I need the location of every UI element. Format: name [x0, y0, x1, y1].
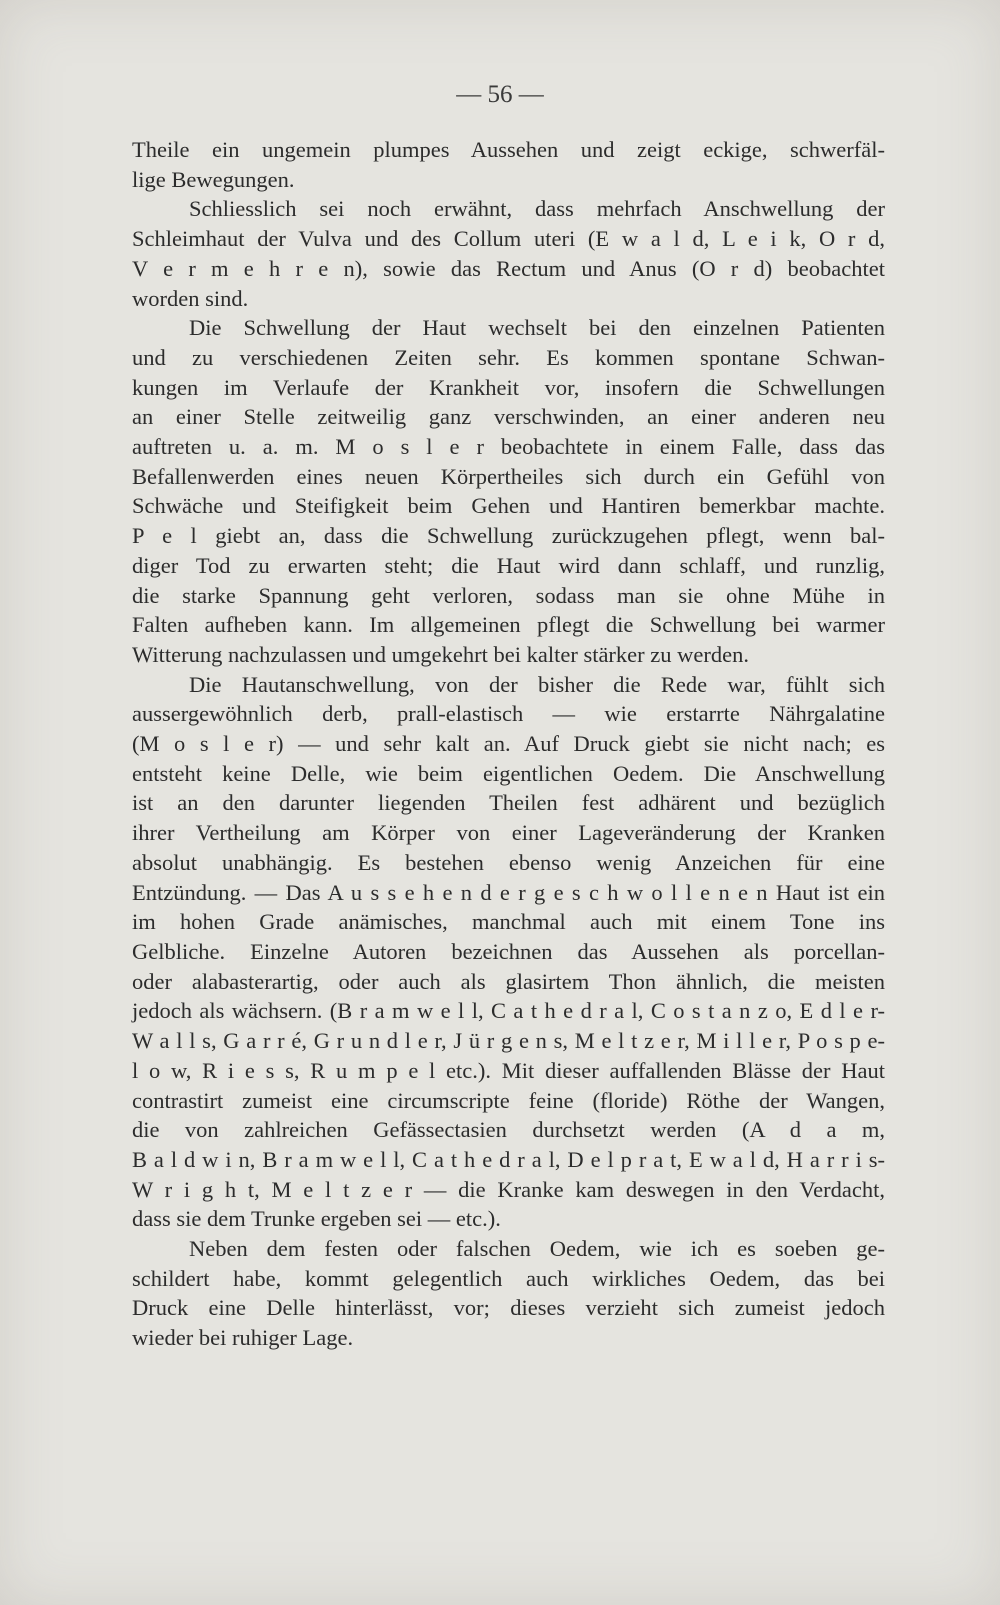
text-line: schildert habe, kommt gelegentlich auch wirkliches Oedem, das bei — [132, 1265, 885, 1291]
text-line: Entzündung. — Das A u s s e h e n d e r g e s c h w o l l e n e n Haut ist ein — [132, 879, 885, 905]
paragraph — [132, 670, 885, 1234]
text-line: absolut unabhängig. Es bestehen ebenso wenig Anzeichen für eine — [132, 849, 885, 875]
text-line: W r i g h t, M e l t z e r — die Kranke kam deswegen in den Verdacht, — [132, 1176, 885, 1202]
page-number: — 56 — — [456, 81, 544, 108]
text-line: entsteht keine Delle, wie beim eigentlichen Oedem. Die Anschwellung — [132, 760, 885, 786]
text-line: aussergewöhnlich derb, prall-elastisch — wie erstarrte Nährgalatine — [132, 701, 885, 727]
text-line: worden sind. — [132, 285, 249, 311]
text-line: Druck eine Delle hinterlässt, vor; dieses verzieht sich zumeist jedoch — [132, 1295, 885, 1321]
text-line: die von zahlreichen Gefässectasien durchsetzt werden (A d a m, — [132, 1117, 885, 1143]
text-line: wieder bei ruhiger Lage. — [132, 1325, 354, 1351]
text-line: Die Schwellung der Haut wechselt bei den einzelnen Patienten — [189, 315, 885, 341]
text-line: an einer Stelle zeitweilig ganz verschwinden, an einer anderen neu — [132, 404, 885, 430]
text-line: contrastirt zumeist eine circumscripte feine (floride) Röthe der Wangen, — [132, 1087, 885, 1113]
text-line: B a l d w i n, B r a m w e l l, C a t h e d r a l, D e l p r a t, E w a l d, H a r r i s- — [132, 1146, 885, 1172]
text-line: Falten aufheben kann. Im allgemeinen pflegt die Schwellung bei warmer — [132, 612, 885, 638]
text-line: auftreten u. a. m. M o s l e r beobachtete in einem Falle, dass das — [132, 434, 885, 460]
text-line: Witterung nachzulassen und umgekehrt bei kalter stärker zu werden. — [132, 641, 749, 667]
text-line: W a l l s, G a r r é, G r u n d l e r, J ü r g e n s, M e l t z e r, M i l l e r, P o s p e- — [132, 1028, 885, 1054]
text-line: kungen im Verlaufe der Krankheit vor, insofern die Schwellungen — [132, 374, 885, 400]
text-line: Theile ein ungemein plumpes Aussehen und zeigt eckige, schwerfäl- — [132, 137, 885, 162]
text-line: P e l giebt an, dass die Schwellung zurückzugehen pflegt, wenn bal- — [132, 523, 885, 549]
paragraph — [132, 1234, 885, 1353]
text-line: l o w, R i e s s, R u m p e l etc.). Mit dieser auffallenden Blässe der Haut — [132, 1057, 885, 1083]
paragraph — [132, 194, 885, 313]
text-line: die starke Spannung geht verloren, sodass man sie ohne Mühe in — [132, 582, 885, 608]
text-line: oder alabasterartig, oder auch als glasirtem Thon ähnlich, die meisten — [132, 968, 885, 994]
text-line: diger Tod zu erwarten steht; die Haut wird dann schlaff, und runzlig, — [132, 552, 885, 578]
text-line: Gelbliche. Einzelne Autoren bezeichnen das Aussehen als porcellan- — [132, 938, 885, 964]
text-line: im hohen Grade anämisches, manchmal auch mit einem Tone ins — [132, 909, 885, 935]
paragraph — [132, 313, 885, 669]
text-line: Schleimhaut der Vulva und des Collum uteri (E w a l d, L e i k, O r d, — [132, 226, 885, 252]
text-line: Neben dem festen oder falschen Oedem, wie ich es soeben ge- — [189, 1236, 885, 1262]
text-line: V e r m e h r e n), sowie das Rectum und Anus (O r d) beobachtet — [132, 255, 885, 281]
text-line: (M o s l e r) — und sehr kalt an. Auf Druck giebt sie nicht nach; es — [132, 731, 885, 757]
text-line: lige Bewegungen. — [132, 166, 295, 192]
text-line: Schliesslich sei noch erwähnt, dass mehrfach Anschwellung der — [189, 196, 885, 222]
text-line: jedoch als wächsern. (B r a m w e l l, C a t h e d r a l, C o s t a n z o, E d l e r- — [132, 998, 885, 1024]
text-line: ist an den darunter liegenden Theilen fest adhärent und bezüglich — [132, 790, 885, 816]
text-line: Die Hautanschwellung, von der bisher die Rede war, fühlt sich — [189, 671, 885, 697]
text-line: Befallenwerden eines neuen Körpertheiles sich durch ein Gefühl von — [132, 463, 885, 489]
text-line: ihrer Vertheilung am Körper von einer Lageveränderung der Kranken — [132, 820, 885, 846]
paragraph — [132, 135, 885, 194]
text-line: Schwäche und Steifigkeit beim Gehen und Hantiren bemerkbar machte. — [132, 493, 885, 519]
body-text — [132, 135, 885, 1353]
text-line: dass sie dem Trunke ergeben sei — etc.). — [132, 1206, 501, 1232]
text-line: und zu verschiedenen Zeiten sehr. Es kommen spontane Schwan- — [132, 344, 885, 370]
